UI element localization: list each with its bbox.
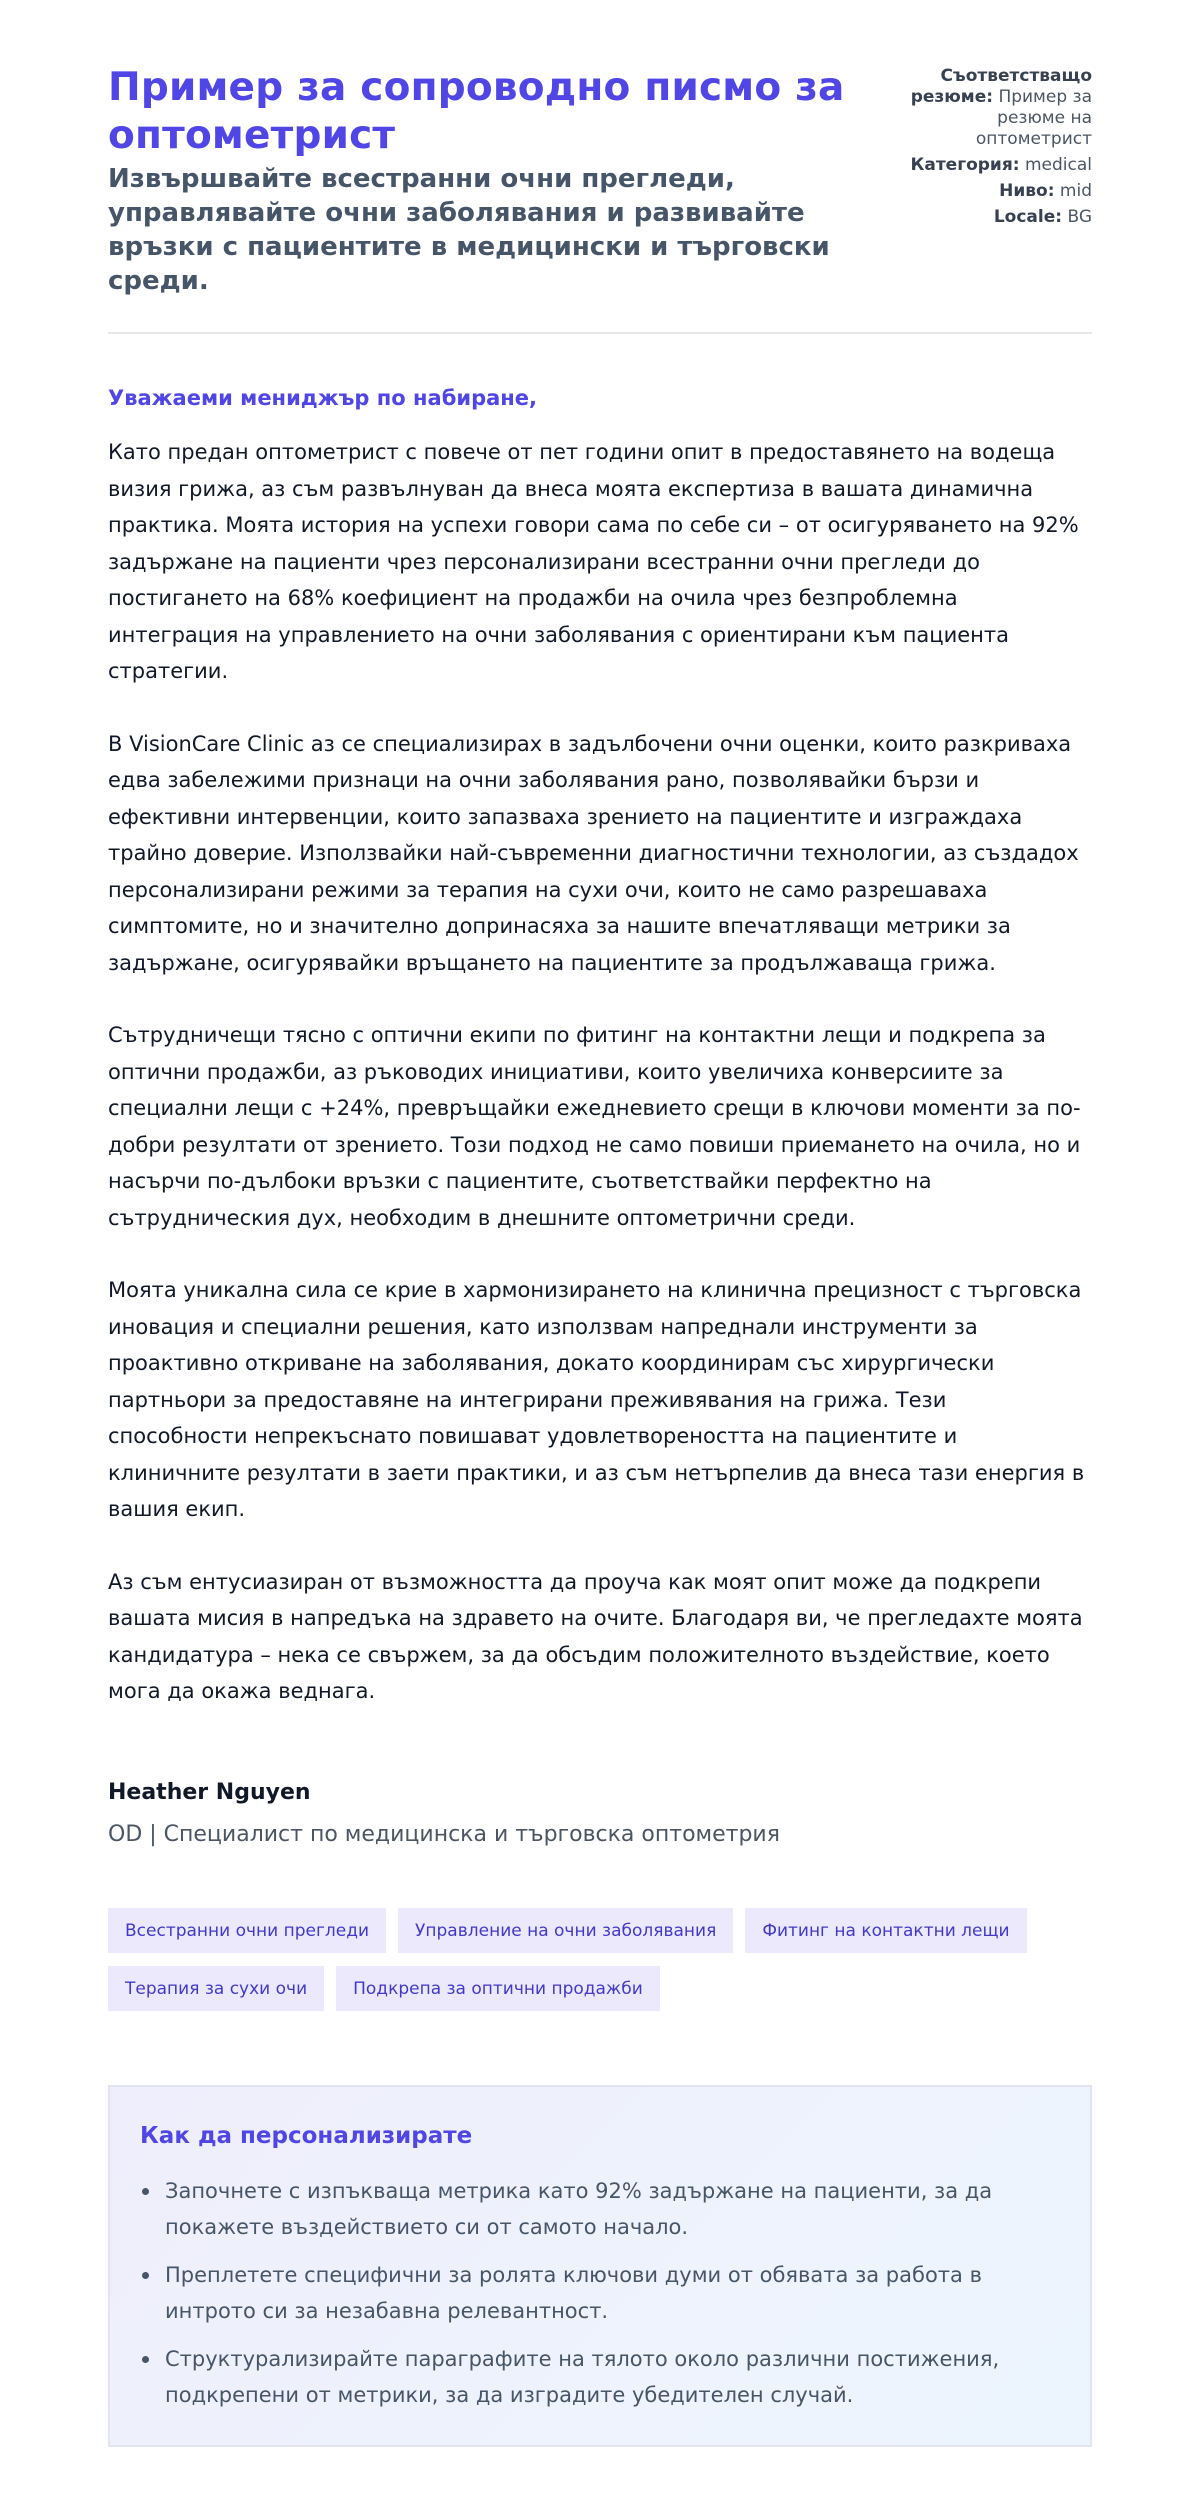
skill-tag[interactable]: Всестранни очни прегледи: [108, 1908, 386, 1953]
header-titles: [108, 64, 868, 298]
page-header: [108, 64, 1092, 334]
tips-title: Как да персонализирате: [140, 2122, 473, 2149]
meta-category-key: Категория:: [910, 155, 1020, 175]
meta-category: [892, 155, 1092, 176]
meta-resume-key: Съответстващо резюме:: [910, 66, 1092, 107]
signature-name: Heather Nguyen: [108, 1779, 311, 1805]
meta-resume: [892, 66, 1092, 150]
meta-locale-key: Locale:: [993, 207, 1063, 227]
page-subtitle: Извършвайте всестранни очни прегледи, управлявайте очни заболявания и развивайте връзки с пациентите в медицински и търговски среди.: [108, 164, 830, 296]
tips-item: [140, 2173, 1060, 2245]
skill-tag[interactable]: Подкрепа за оптични продажби: [336, 1966, 660, 2011]
tips-item: [140, 2341, 1060, 2413]
skill-tags: [108, 1908, 1108, 2011]
tips-item-text: Започнете с изпъкваща метрика като 92% задържане на пациенти, за да покажете въздействието си от самото начало.: [165, 2178, 993, 2239]
meta-locale: [892, 207, 1092, 228]
customization-tips: [108, 2085, 1092, 2447]
letter-paragraph: В VisionCare Clinic аз се специализирах в задълбочени очни оценки, които разкриваха едва забележими признаци на очни заболявания рано, позволявайки бързи и ефективни интервенции, които запазваха зрението на пациентите и изграждаха трайно доверие. Използвайки най-съвременни диагностични технологии, аз създадох персонализирани режими за терапия на сухи очи, които не само разрешаваха симптомите, но и значително допринасяха за нашите впечатляващи метрики за задържане, осигурявайки връщането на пациентите за продължаваща грижа.: [108, 731, 1079, 975]
letter-paragraph: Моята уникална сила се крие в хармонизирането на клинична прецизност с търговска иновация и специални решения, като използвам напреднали инструменти за проактивно откриване на заболявания, докато координирам със хирургически партньори за предоставяне на интегрирани преживявания на грижа. Тези способности непрекъснато повишават удовлетвореността на пациентите и клиничните резултати в заети практики, и аз съм нетърпелив да внеса тази енергия в вашия екип.: [108, 1278, 1085, 1521]
letter-paragraph: Като предан оптометрист с повече от пет години опит в предоставянето на водеща визия грижа, аз съм развълнуван да внеса моята експертиза в вашата динамична практика. Моята история на успехи говори сама по себе си – от осигуряването на 92% задържане на пациенти чрез персонализирани всестранни очни прегледи до постигането на 68% коефициент на продажби на очила чрез безпроблемна интеграция на управлението на очни заболявания с ориентирани към пациента стратегии.: [108, 440, 1079, 683]
tips-item-text: Преплетете специфични за ролята ключови думи от обявата за работа в интрото си за незабавна релевантност.: [165, 2262, 982, 2323]
skill-tag[interactable]: Управление на очни заболявания: [398, 1908, 733, 1953]
tips-list: [140, 2173, 1060, 2413]
bullet-icon: [142, 2272, 149, 2279]
signature-title: OD | Специалист по медицинска и търговска оптометрия: [108, 1821, 780, 1847]
tips-item-text: Структурализирайте параграфите на тялото около различни постижения, подкрепени от метрики, за да изградите убедителен случай.: [165, 2346, 1000, 2407]
tips-item: [140, 2257, 1060, 2329]
meta-resume-value: Пример за резюме на оптометрист: [975, 87, 1092, 149]
letter-paragraph: Аз съм ентусиазиран от възможността да проуча как моят опит може да подкрепи вашата мисия в напредъка на здравето на очите. Благодаря ви, че прегледахте моята кандидатура – нека се свържем, за да обсъдим положителното въздействие, което мога да окажа веднага.: [108, 1569, 1083, 1703]
meta-locale-value: BG: [1067, 207, 1092, 227]
meta-info: [892, 66, 1092, 233]
letter-greeting: Уважаеми мениджър по набиране,: [108, 386, 538, 410]
meta-level-value: mid: [1059, 181, 1092, 201]
meta-level-key: Ниво:: [999, 181, 1055, 201]
page-title: Пример за сопроводно писмо за оптометрист: [108, 65, 845, 158]
signature: [108, 1778, 1092, 1850]
meta-level: [892, 181, 1092, 202]
letter-paragraph: Сътрудничещи тясно с оптични екипи по фитинг на контактни лещи и подкрепа за оптични продажби, аз ръководих инициативи, които увеличиха конверсиите за специални лещи с +24%, превръщайки ежедневието срещи в ключови моменти за по-добри резултати от зрението. Този подход не само повиши приемането на очила, но и насърчи по-дълбоки връзки с пациентите, съответствайки перфектно на сътрудническия дух, необходим в днешните оптометрични среди.: [108, 1023, 1081, 1230]
skill-tag[interactable]: Терапия за сухи очи: [108, 1966, 324, 2011]
letter-body: [108, 384, 1092, 1710]
skill-tag[interactable]: Фитинг на контактни лещи: [745, 1908, 1026, 1953]
bullet-icon: [142, 2188, 149, 2195]
bullet-icon: [142, 2356, 149, 2363]
meta-category-value: medical: [1024, 155, 1092, 175]
